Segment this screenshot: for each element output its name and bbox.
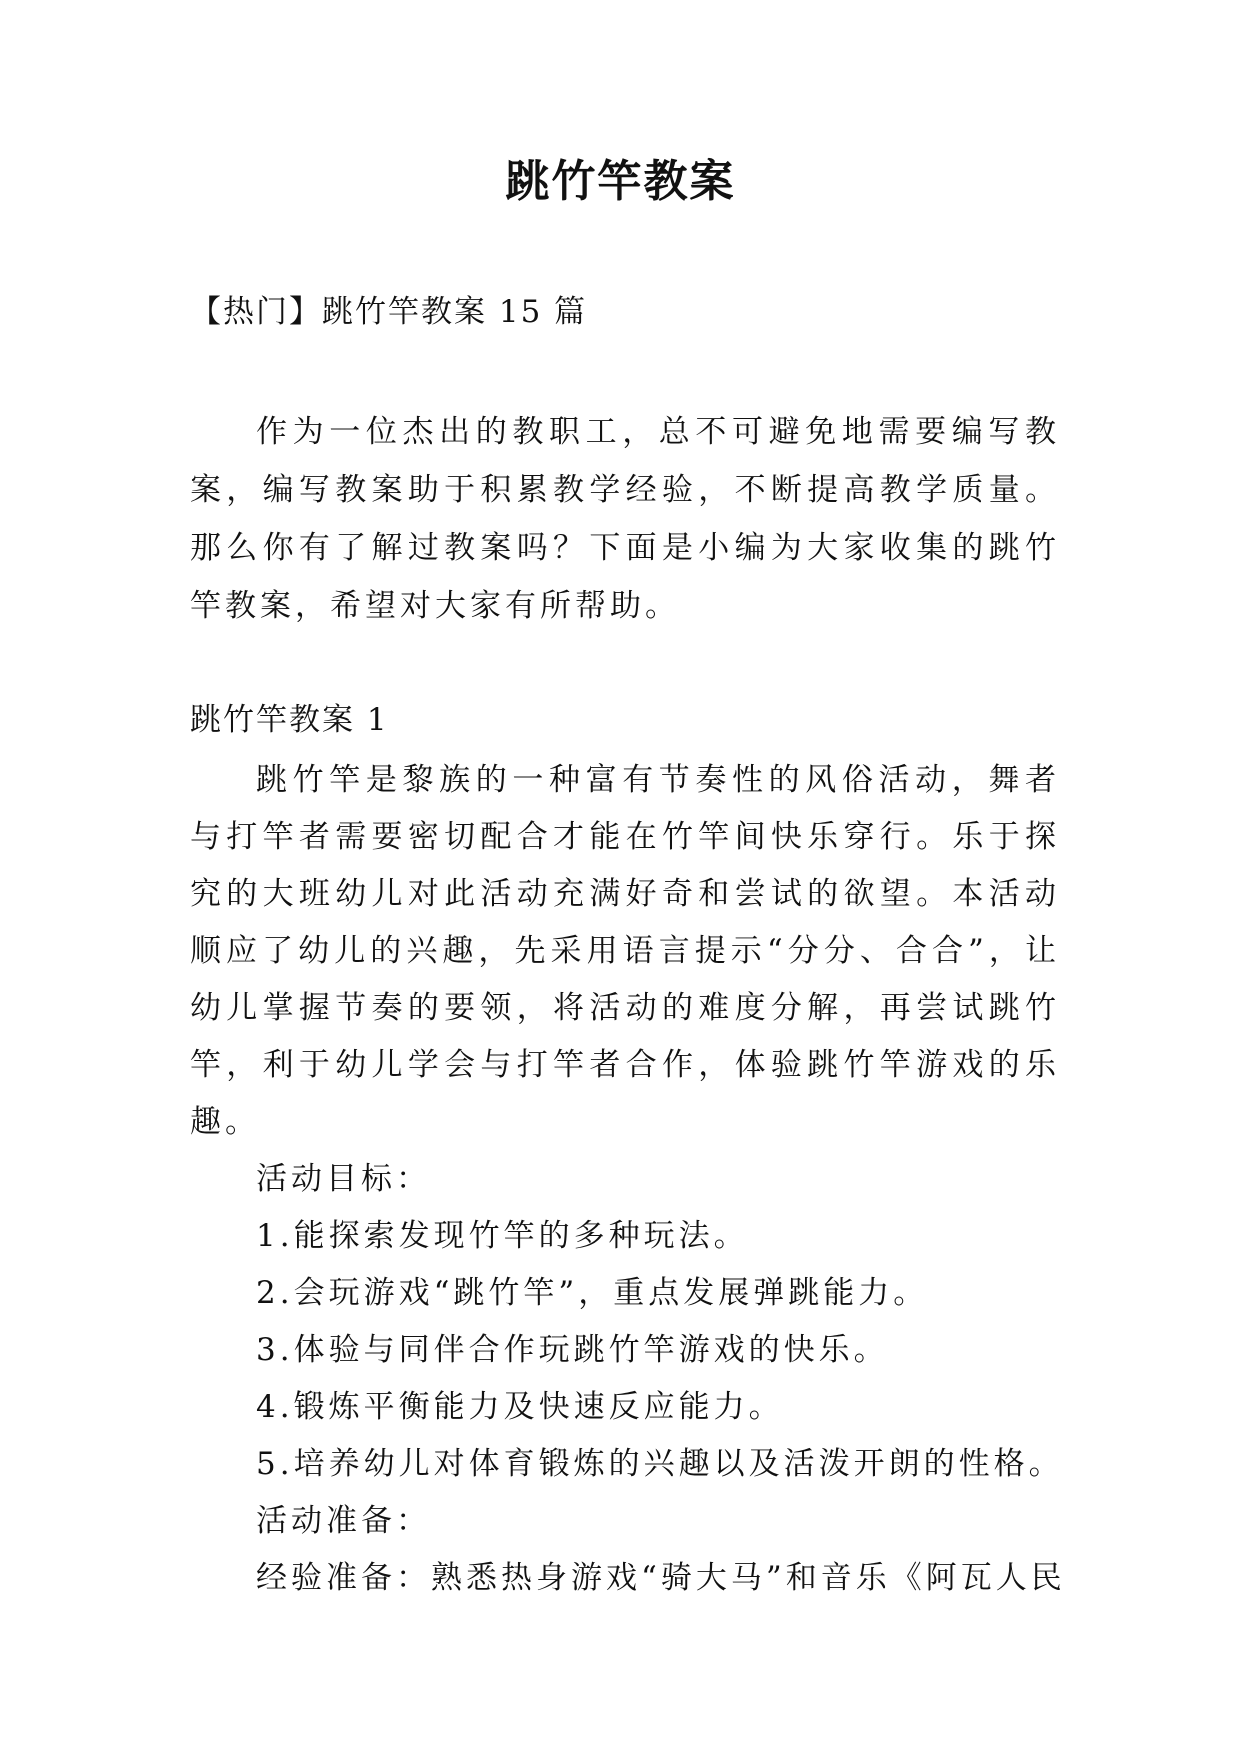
goal-item-1: 1.能探索发现竹竿的多种玩法。 bbox=[256, 1218, 749, 1254]
section-paragraph: 跳竹竿是黎族的一种富有节奏性的风俗活动，舞者与打竿者需要密切配合才能在竹竿间快乐穿行。乐于探究的大班幼儿对此活动充满好奇和尝试的欲望。本活动顺应了幼儿的兴趣，先采用语言提示“分分、合合”，让幼儿掌握节奏的要领，将活动的难度分解，再尝试跳竹竿，利于幼儿学会与打竿者合作，体验跳竹竿游戏的乐趣。 bbox=[190, 762, 1060, 1140]
goal-item-3: 3.体验与同伴合作玩跳竹竿游戏的快乐。 bbox=[256, 1332, 889, 1368]
document-subtitle: 【热门】跳竹竿教案 15 篇 bbox=[190, 294, 588, 330]
intro-paragraph: 作为一位杰出的教职工，总不可避免地需要编写教案，编写教案助于积累教学经验，不断提高教学质量。那么你有了解过教案吗？下面是小编为大家收集的跳竹竿教案，希望对大家有所帮助。 bbox=[190, 414, 1060, 624]
goal-item-5: 5.培养幼儿对体育锻炼的兴趣以及活泼开朗的性格。 bbox=[256, 1446, 1064, 1482]
document-title: 跳竹竿教案 bbox=[505, 156, 736, 207]
section-lines bbox=[190, 1151, 1066, 1607]
line-activity-preparation: 活动准备： bbox=[256, 1503, 431, 1539]
section-heading: 跳竹竿教案 1 bbox=[190, 702, 389, 738]
lesson-section bbox=[190, 696, 1066, 1607]
goal-item-2: 2.会玩游戏“跳竹竿”，重点发展弹跳能力。 bbox=[256, 1275, 929, 1311]
line-activity-goals: 活动目标： bbox=[256, 1161, 431, 1197]
line-experience-preparation: 经验准备：熟悉热身游戏“骑大马”和音乐《阿瓦人民 bbox=[256, 1560, 1066, 1596]
goal-item-4: 4.锻炼平衡能力及快速反应能力。 bbox=[256, 1389, 784, 1425]
